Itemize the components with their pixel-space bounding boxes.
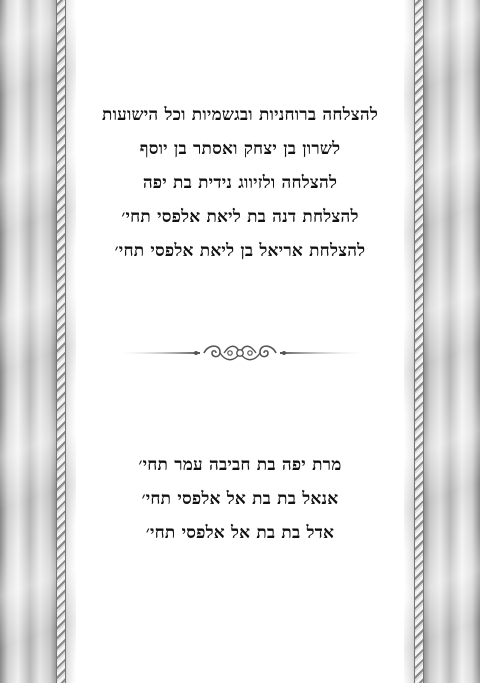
dedication-line-2: לשרון בן יצחק ואסתר בן יוסף bbox=[139, 139, 341, 159]
memorial-line-1: מרת יפה בת חביבה עמר תחי׳ bbox=[138, 455, 342, 475]
dedication-line-4: להצלחת דנה בת ליאת אלפסי תחי׳ bbox=[121, 207, 359, 227]
dedication-top-block bbox=[76, 98, 404, 268]
right-rope-border bbox=[414, 0, 424, 683]
scroll-divider-icon bbox=[112, 338, 368, 368]
dedication-line-1: להצלחה ברוחניות ובגשמיות וכל הישועות bbox=[102, 105, 378, 125]
left-rope-border bbox=[56, 0, 66, 683]
memorial-line-2: אנאל בת בת אל אלפסי תחי׳ bbox=[141, 489, 339, 509]
memorial-line-3: אדל בת בת אל אלפסי תחי׳ bbox=[145, 523, 335, 543]
dedication-line-5: להצלחת אריאל בן ליאת אלפסי תחי׳ bbox=[114, 241, 366, 261]
dedication-bottom-block bbox=[76, 448, 404, 550]
dedication-line-3: להצלחה ולזיווג נידית בת יפה bbox=[142, 173, 338, 193]
